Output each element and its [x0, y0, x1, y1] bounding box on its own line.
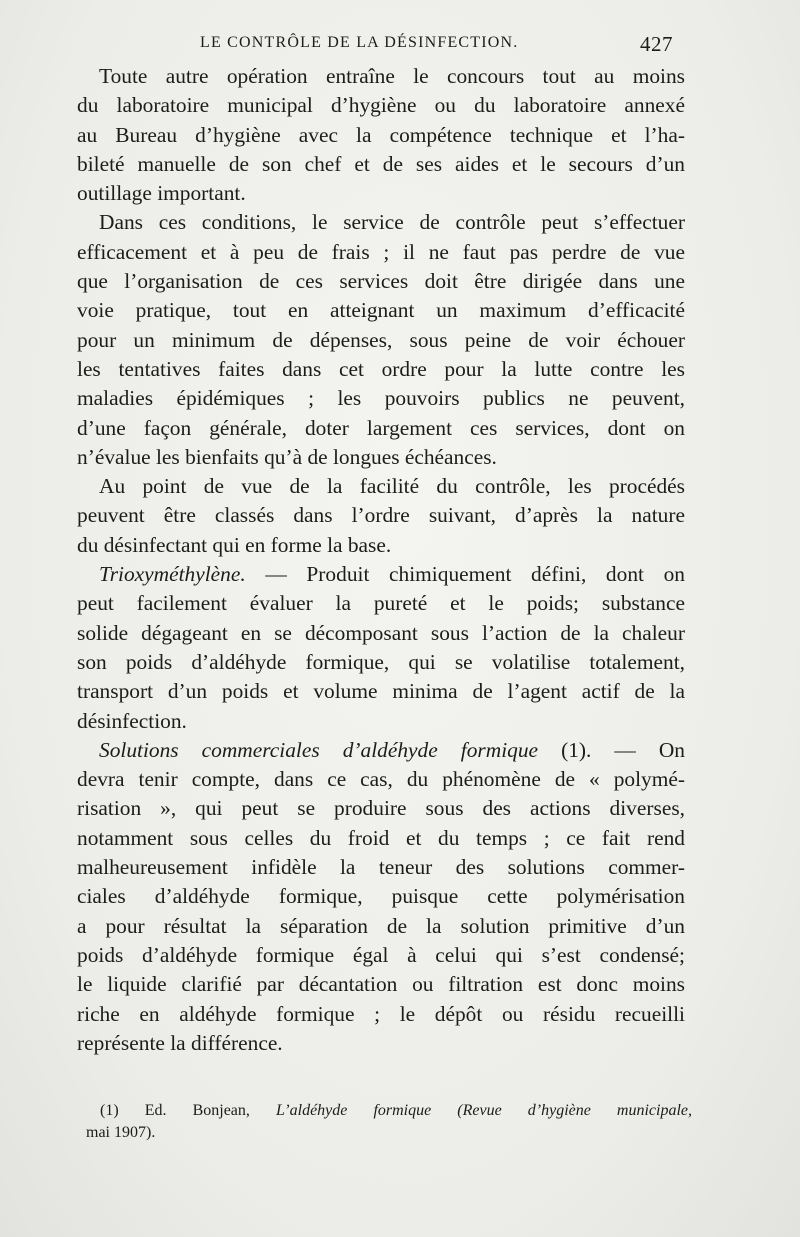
text-line: les tentatives faites dans cet ordre pour la lutte contre les: [77, 356, 685, 381]
section-lead-text: — Produit chimiquement défini, dont on: [265, 562, 685, 587]
text-line: représente la différence.: [77, 1030, 283, 1055]
text-line: outillage important.: [77, 181, 246, 206]
footnote-date: mai 1907).: [86, 1124, 156, 1141]
body-text: [77, 62, 685, 1058]
text-line: ciales d’aldéhyde formique, puisque cette polymérisation: [77, 884, 685, 909]
section-heading-italic: Solutions commerciales d’aldéhyde formique: [99, 737, 539, 762]
footnote-marker: (1): [100, 1102, 119, 1119]
page-header: [0, 32, 800, 60]
text-line: poids d’aldéhyde formique égal à celui qui s’est condensé;: [77, 942, 685, 967]
text-line: que l’organisation de ces services doit être dirigée dans une: [77, 269, 685, 294]
text-line: d’une façon générale, doter largement ces services, dont on: [77, 415, 685, 440]
text-line: Au point de vue de la facilité du contrôle, les procédés: [99, 474, 685, 499]
page-number: 427: [640, 32, 673, 56]
text-line: malheureusement infidèle la teneur des solutions commer-: [77, 855, 685, 880]
text-line: Dans ces conditions, le service de contrôle peut s’effectuer: [99, 210, 685, 235]
text-line: maladies épidémiques ; les pouvoirs publics ne peuvent,: [77, 386, 685, 411]
section-lead-text: (1). — On: [561, 737, 685, 762]
footnote-source: (Revue d’hygiène municipale,: [457, 1102, 693, 1119]
text-line: bileté manuelle de son chef et de ses aides et le secours d’un: [77, 151, 685, 176]
section-lead-line: [77, 736, 685, 765]
text-line: pour un minimum de dépenses, sous peine de voir échouer: [77, 327, 685, 352]
footnote-author: Ed. Bonjean,: [144, 1102, 250, 1119]
text-line: peuvent être classés dans l’ordre suivant, d’après la nature: [77, 503, 685, 528]
footnote: [86, 1100, 693, 1144]
text-line: solide dégageant en se décomposant sous l’action de la chaleur: [77, 620, 685, 645]
text-line: le liquide clarifié par décantation ou filtration est donc moins: [77, 972, 685, 997]
text-line: du laboratoire municipal d’hygiène ou du laboratoire annexé: [77, 93, 685, 118]
text-line: efficacement et à peu de frais ; il ne faut pas perdre de vue: [77, 239, 685, 264]
text-line: n’évalue les bienfaits qu’à de longues échéances.: [77, 444, 497, 469]
text-line: a pour résultat la séparation de la solution primitive d’un: [77, 913, 685, 938]
text-line: du désinfectant qui en forme la base.: [77, 532, 392, 557]
text-line: transport d’un poids et volume minima de l’agent actif de la: [77, 679, 685, 704]
text-line: risation », qui peut se produire sous des actions diverses,: [77, 796, 685, 821]
footnote-title: L’aldéhyde formique: [275, 1102, 432, 1119]
text-line: peut facilement évaluer la pureté et le poids; substance: [77, 591, 685, 616]
footnote-line: [100, 1100, 692, 1122]
text-line: notamment sous celles du froid et du temps ; ce fait rend: [77, 825, 685, 850]
running-title: LE CONTRÔLE DE LA DÉSINFECTION.: [200, 34, 519, 51]
text-line: devra tenir compte, dans ce cas, du phénomène de « polymé-: [77, 767, 685, 792]
section-lead-line: [77, 560, 685, 589]
text-line: au Bureau d’hygiène avec la compétence technique et l’ha-: [77, 122, 685, 147]
text-line: son poids d’aldéhyde formique, qui se volatilise totalement,: [77, 649, 685, 674]
text-line: voie pratique, tout en atteignant un maximum d’efficacité: [77, 298, 685, 323]
text-line: riche en aldéhyde formique ; le dépôt ou résidu recueilli: [77, 1001, 685, 1026]
text-line: désinfection.: [77, 708, 187, 733]
section-heading-italic: Trioxyméthylène.: [99, 562, 246, 587]
text-line: Toute autre opération entraîne le concours tout au moins: [99, 64, 685, 88]
